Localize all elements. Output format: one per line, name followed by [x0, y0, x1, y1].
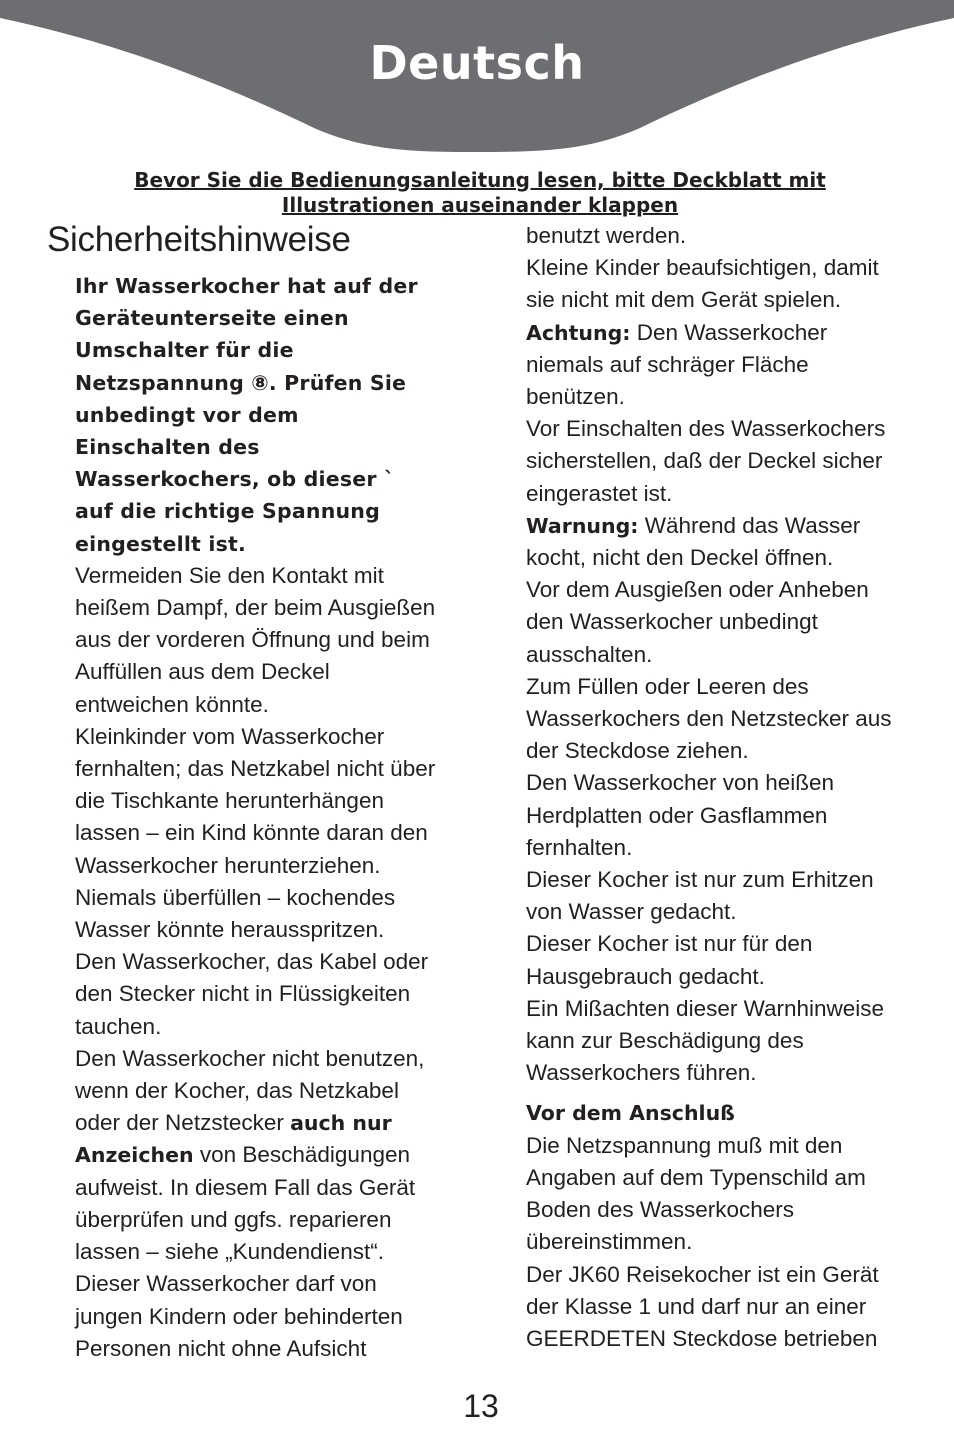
emphasis-text: Anzeichen: [75, 1143, 194, 1168]
text-line: Personen nicht ohne Aufsicht: [75, 1335, 367, 1361]
text-line: Den Wasserkocher, das Kabel oder: [75, 949, 429, 975]
text-line: [526, 317, 936, 349]
text-line: Die Netzspannung muß mit den: [526, 1132, 843, 1158]
text-line: fernhalten.: [526, 834, 633, 860]
text-line: [526, 510, 936, 542]
text-line: Vor Einschalten des Wasserkochers: [526, 416, 886, 442]
text-line: Zum Füllen oder Leeren des: [526, 673, 809, 699]
text-line: überprüfen und ggfs. reparieren: [75, 1206, 392, 1232]
text-line: benützen.: [526, 384, 625, 410]
instruction-line: Illustrationen auseinander klappen: [281, 193, 679, 217]
achtung-label: Achtung:: [526, 320, 631, 345]
text-line: übereinstimmen.: [526, 1229, 693, 1255]
safety-text-block: [526, 1130, 936, 1355]
instruction-line: Bevor Sie die Bedienungsanleitung lesen, bitte Deckblatt mit: [134, 168, 826, 192]
text-line: der Klasse 1 und darf nur an einer: [526, 1293, 867, 1319]
bold-text-line: auf die richtige Spannung: [75, 499, 380, 524]
text-line: Wasserkochers den Netzstecker aus: [526, 706, 892, 732]
left-column: [75, 270, 465, 1365]
text-line: Angaben auf dem Typenschild am: [526, 1164, 866, 1190]
text-line: Herdplatten oder Gasflammen: [526, 802, 828, 828]
text-line: aufweist. In diesem Fall das Gerät: [75, 1174, 416, 1200]
voltage-warning: [75, 270, 465, 560]
text-line: fernhalten; das Netzkabel nicht über: [75, 756, 436, 782]
bold-text-line: eingestellt ist.: [75, 531, 247, 556]
bold-text-line: Einschalten des: [75, 435, 260, 460]
warnung-label: Warnung:: [526, 513, 639, 538]
text-line: jungen Kindern oder behinderten: [75, 1303, 403, 1329]
text-line: [75, 1107, 465, 1139]
text-segment: Während das Wasser: [638, 512, 861, 538]
text-line: Dieser Kocher ist nur zum Erhitzen: [526, 867, 874, 893]
text-line: von Wasser gedacht.: [526, 899, 737, 925]
safety-text-block: [75, 1172, 465, 1365]
text-line: lassen – ein Kind könnte daran den: [75, 820, 428, 846]
text-line: sicherstellen, daß der Deckel sicher: [526, 448, 883, 474]
text-segment: von Beschädigungen: [193, 1142, 410, 1168]
text-line: Vor dem Ausgießen oder Anheben: [526, 577, 869, 603]
text-line: Wasserkocher herunterziehen.: [75, 852, 381, 878]
text-segment: Den Wasserkocher: [630, 319, 828, 345]
section-title: Sicherheitshinweise: [47, 220, 351, 259]
text-line: Der JK60 Reisekocher ist ein Gerät: [526, 1261, 879, 1287]
text-line: Boden des Wasserkochers: [526, 1197, 795, 1223]
text-line: der Steckdose ziehen.: [526, 738, 749, 764]
text-line: Wasserkochers führen.: [526, 1060, 757, 1086]
bold-text-line: Ihr Wasserkocher hat auf der: [75, 274, 418, 298]
bold-text-line: Netzspannung ⑧. Prüfen Sie: [75, 370, 407, 395]
text-line: eingerastet ist.: [526, 480, 673, 506]
text-line: Den Wasserkocher nicht benutzen,: [75, 1045, 425, 1071]
text-line: Dieser Wasserkocher darf von: [75, 1271, 377, 1297]
safety-text-block: [526, 542, 936, 1089]
text-line: entweichen könnte.: [75, 691, 269, 717]
text-line: kann zur Beschädigung des: [526, 1028, 804, 1054]
text-line: benutzt werden.: [526, 223, 687, 248]
bold-text-line: Wasserkochers, ob dieser `: [75, 467, 395, 492]
page-heading: Deutsch: [369, 36, 585, 90]
text-line: Wasser könnte herausspritzen.: [75, 917, 385, 943]
bold-text-line: unbedingt vor dem: [75, 402, 299, 427]
page-number: 13: [463, 1388, 499, 1424]
text-line: Niemals überfüllen – kochendes: [75, 884, 396, 910]
text-line: Den Wasserkocher von heißen: [526, 770, 835, 796]
text-line: tauchen.: [75, 1013, 162, 1039]
instruction-note: [60, 168, 900, 218]
text-line: [75, 1139, 465, 1171]
text-line: den Wasserkocher unbedingt: [526, 609, 818, 635]
text-line: aus der vorderen Öffnung und beim: [75, 627, 430, 653]
text-line: Kleinkinder vom Wasserkocher: [75, 723, 385, 749]
text-line: Hausgebrauch gedacht.: [526, 963, 765, 989]
emphasis-text: auch nur: [290, 1111, 392, 1136]
text-line: die Tischkante herunterhängen: [75, 788, 384, 814]
text-line: niemals auf schräger Fläche: [526, 351, 809, 377]
safety-text-block: [526, 349, 936, 510]
text-line: kocht, nicht den Deckel öffnen.: [526, 545, 834, 571]
text-line: Ein Mißachten dieser Warnhinweise: [526, 995, 885, 1021]
text-segment: oder der Netzstecker: [75, 1110, 291, 1136]
text-line: Kleine Kinder beaufsichtigen, damit: [526, 255, 879, 281]
safety-text-block: [526, 220, 936, 317]
bold-text-line: Umschalter für die: [75, 338, 294, 363]
text-line: wenn der Kocher, das Netzkabel: [75, 1078, 399, 1104]
text-line: Dieser Kocher ist nur für den: [526, 931, 813, 957]
text-line: den Stecker nicht in Flüssigkeiten: [75, 981, 411, 1007]
subheading-vor-dem-anschluss: Vor dem Anschluß: [526, 1101, 735, 1126]
bold-text-line: Geräteunterseite einen: [75, 306, 349, 331]
text-line: lassen – siehe „Kundendienst“.: [75, 1239, 384, 1265]
text-line: Vermeiden Sie den Kontakt mit: [75, 562, 384, 588]
text-line: Auffüllen aus dem Deckel: [75, 659, 330, 685]
text-line: GEERDETEN Steckdose betrieben: [526, 1325, 878, 1351]
safety-text-block: [75, 560, 465, 1107]
text-line: heißem Dampf, der beim Ausgießen: [75, 595, 436, 621]
text-line: sie nicht mit dem Gerät spielen.: [526, 287, 842, 313]
text-line: ausschalten.: [526, 641, 653, 667]
right-column: [526, 220, 936, 1355]
